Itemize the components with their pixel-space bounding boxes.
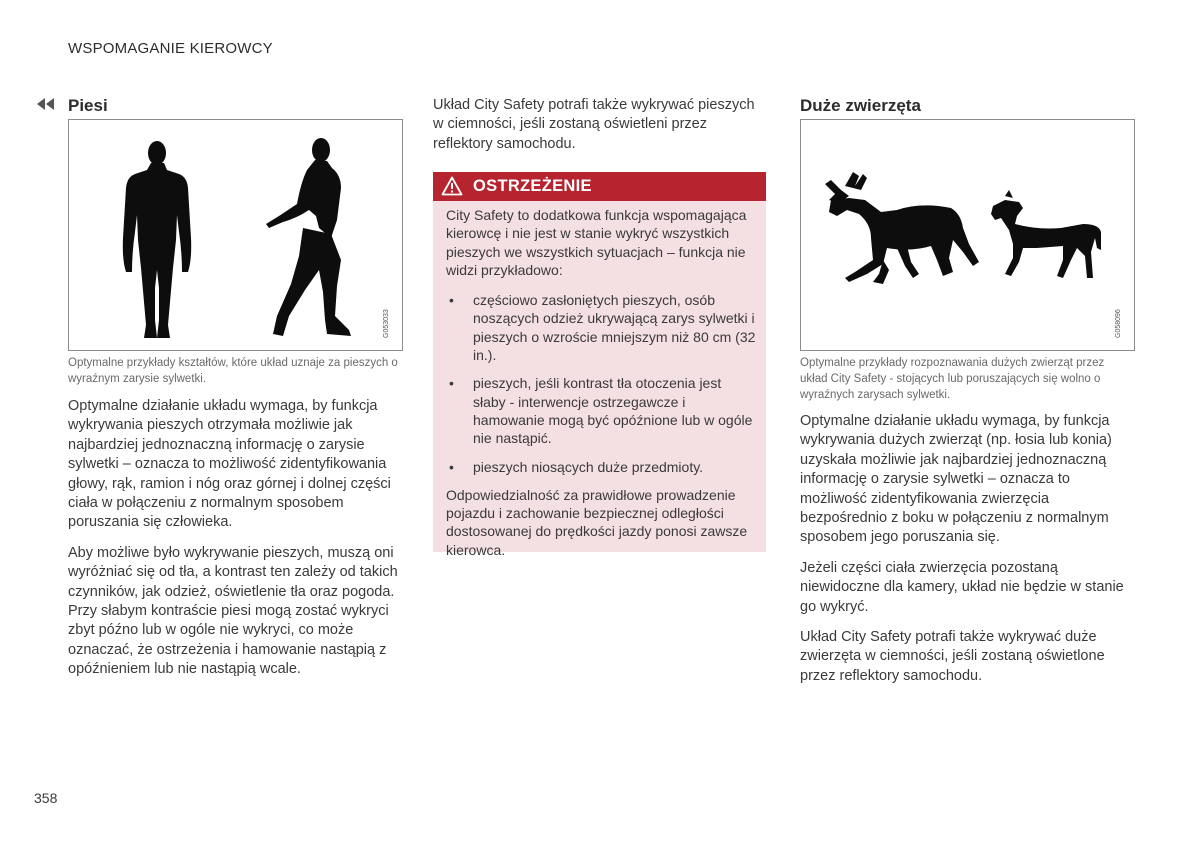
moose-silhouette bbox=[825, 172, 979, 284]
pedestrians-caption: Optymalne przykłady kształtów, które układ uznaje za pieszych o wyraźnym zarysie sylwetki. bbox=[68, 357, 398, 385]
figure-code: G053033 bbox=[383, 309, 390, 338]
pedestrians-figure bbox=[68, 119, 403, 351]
figure-code: G058096 bbox=[1115, 309, 1122, 338]
warning-closing: Odpowiedzialność za prawidłowe prowadzenie pojazdu i zachowanie bezpiecznej odległości dostosowanej do prędkości jazdy ponosi zawsze kierowca. bbox=[446, 486, 748, 558]
bullet-dot: • bbox=[449, 375, 454, 392]
warning-triangle-icon bbox=[441, 176, 463, 196]
warning-lead: City Safety to dodatkowa funkcja wspomagająca kierowcę i nie jest w stanie wykryć wszystkich pieszych we wszystkich sytuacjach – funkcja nie widzi przykładowo: bbox=[446, 207, 747, 278]
horse-silhouette bbox=[991, 190, 1101, 278]
section-header: WSPOMAGANIE KIEROWCY bbox=[68, 40, 273, 57]
list-item: • częściowo zasłoniętych pieszych, osób noszących odzież ukrywającą zarys sylwetki i pieszych o wzroście mniejszym niż 80 cm (32 in.). bbox=[449, 292, 756, 364]
bullet-dot: • bbox=[449, 458, 454, 475]
warning-title: OSTRZEŻENIE bbox=[473, 177, 592, 195]
double-chevron-left-icon[interactable] bbox=[36, 97, 56, 111]
paragraph: Optymalne działanie układu wymaga, by funkcja wykrywania pieszych otrzymała możliwie jak najbardziej jednoznaczną informację o zarysie sylwetki – oznacza to możliwość zidentyfikowania głowy, rąk, ramion i nóg oraz górnej i dolnej części ciała w połączeniu z normalnym sposobem poruszania się człowieka. bbox=[68, 398, 391, 531]
standing-person-silhouette bbox=[123, 141, 191, 338]
paragraph: Jeżeli części ciała zwierzęcia pozostaną niewidoczne dla kamery, układ nie będzie w stanie go wykryć. bbox=[800, 559, 1124, 615]
animals-figure bbox=[800, 119, 1135, 351]
bullet-dot: • bbox=[449, 292, 454, 309]
warning-list bbox=[446, 291, 756, 476]
paragraph: Układ City Safety potrafi także wykrywać pieszych w ciemności, jeśli zostaną oświetleni przez reflektory samochodu. bbox=[433, 97, 755, 152]
list-item: • pieszych niosących duże przedmioty. bbox=[449, 458, 704, 475]
warning-header bbox=[433, 172, 766, 201]
page-number: 358 bbox=[34, 790, 58, 806]
pedestrian-silhouettes-illustration bbox=[69, 120, 402, 350]
walking-person-silhouette bbox=[266, 138, 351, 336]
darkness-intro bbox=[433, 96, 766, 165]
pedestrians-body bbox=[68, 397, 400, 691]
warning-box bbox=[433, 201, 766, 558]
paragraph: Aby możliwe było wykrywanie pieszych, muszą oni wyróżniać się od tła, a kontrast ten zależy od takich czynników, jak odzież, oświetlenie tła oraz pogoda. Przy słabym kontraście piesi mogą zostać wykryci zbyt późno lub w ogóle nie wykryci, co może oznaczać, że ostrzeżenia i hamowanie nastąpią z opóźnieniem lub nie nastąpią wcale. bbox=[68, 544, 398, 678]
paragraph: Układ City Safety potrafi także wykrywać duże zwierzęta w ciemności, jeśli zostaną oświetlone przez reflektory samochodu. bbox=[800, 629, 1105, 684]
animal-silhouettes-illustration bbox=[801, 120, 1134, 350]
animals-body bbox=[800, 412, 1130, 697]
paragraph: Optymalne działanie układu wymaga, by funkcja wykrywania dużych zwierząt (np. łosia lub konia) uzyskała możliwie jak najbardziej jednoznaczną informację o zarysie sylwetki – oznacza to możliwość zidentyfikowania zwierzęcia bezpośrednio z boku w połączeniu z normalnym sposobem jego poruszania się. bbox=[800, 413, 1112, 546]
animals-heading: Duże zwierzęta bbox=[800, 96, 921, 115]
list-item: • pieszych, jeśli kontrast tła otoczenia jest słaby - interwencje ostrzegawcze i hamowanie mogą być opóźnione lub w ogóle nie nastąpić. bbox=[449, 375, 753, 447]
animals-caption: Optymalne przykłady rozpoznawania dużych zwierząt przez układ City Safety - stojących lub poruszających się wolno o wyraźnych zarysach sylwetki. bbox=[800, 357, 1105, 401]
pedestrians-heading: Piesi bbox=[68, 96, 108, 115]
